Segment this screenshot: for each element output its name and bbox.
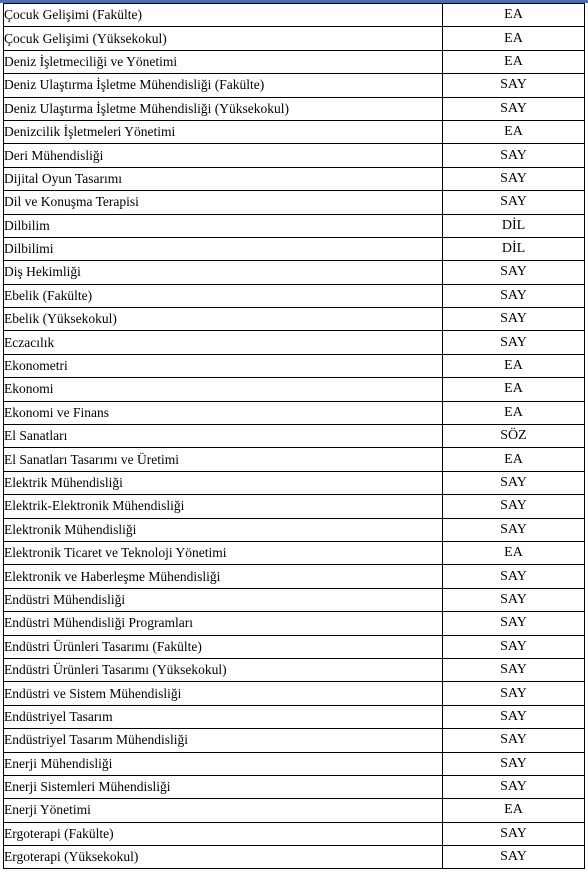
score-type-cell: SAY	[443, 635, 585, 658]
table-row	[4, 167, 585, 190]
score-type-cell: EA	[443, 378, 585, 401]
program-name-cell: Çocuk Gelişimi (Fakülte)	[4, 4, 443, 27]
table-row	[4, 565, 585, 588]
score-type-cell: EA	[443, 401, 585, 424]
score-type-cell: SAY	[443, 471, 585, 494]
table-row	[4, 214, 585, 237]
program-name-cell: Enerji Sistemleri Mühendisliği	[4, 775, 443, 798]
program-name-cell: Elektrik-Elektronik Mühendisliği	[4, 495, 443, 518]
program-name-cell: Endüstri Ürünleri Tasarımı (Fakülte)	[4, 635, 443, 658]
program-score-table	[3, 3, 585, 869]
score-type-cell: SÖZ	[443, 425, 585, 448]
table-row	[4, 822, 585, 845]
program-name-cell: Deniz Ulaştırma İşletme Mühendisliği (Fakülte)	[4, 74, 443, 97]
table-row	[4, 658, 585, 681]
table-row	[4, 331, 585, 354]
program-name-cell: Ebelik (Fakülte)	[4, 284, 443, 307]
table-row	[4, 4, 585, 27]
score-type-cell: SAY	[443, 167, 585, 190]
table-row	[4, 799, 585, 822]
table-row	[4, 541, 585, 564]
table-row	[4, 97, 585, 120]
score-type-cell: SAY	[443, 846, 585, 869]
score-type-cell: SAY	[443, 705, 585, 728]
score-type-cell: EA	[443, 448, 585, 471]
program-name-cell: Çocuk Gelişimi (Yüksekokul)	[4, 27, 443, 50]
program-name-cell: Ekonomi ve Finans	[4, 401, 443, 424]
table-row	[4, 50, 585, 73]
score-type-cell: SAY	[443, 822, 585, 845]
program-name-cell: Dilbilim	[4, 214, 443, 237]
program-name-cell: Dilbilimi	[4, 237, 443, 260]
table-row	[4, 635, 585, 658]
program-name-cell: Diş Hekimliği	[4, 261, 443, 284]
table-row	[4, 237, 585, 260]
score-type-cell: SAY	[443, 752, 585, 775]
table-row	[4, 284, 585, 307]
program-name-cell: Enerji Yönetimi	[4, 799, 443, 822]
score-type-cell: EA	[443, 354, 585, 377]
score-type-cell: EA	[443, 541, 585, 564]
table-row	[4, 495, 585, 518]
program-name-cell: Enerji Mühendisliği	[4, 752, 443, 775]
table-row	[4, 144, 585, 167]
program-name-cell: Ergoterapi (Yüksekokul)	[4, 846, 443, 869]
table-body	[4, 4, 585, 869]
table-row	[4, 308, 585, 331]
program-name-cell: Eczacılık	[4, 331, 443, 354]
score-type-cell: SAY	[443, 565, 585, 588]
program-name-cell: Elektronik Ticaret ve Teknoloji Yönetimi	[4, 541, 443, 564]
score-type-cell: SAY	[443, 588, 585, 611]
program-name-cell: Ekonometri	[4, 354, 443, 377]
score-type-cell: SAY	[443, 308, 585, 331]
score-type-cell: DİL	[443, 214, 585, 237]
score-type-cell: EA	[443, 27, 585, 50]
program-name-cell: Elektronik ve Haberleşme Mühendisliği	[4, 565, 443, 588]
score-type-cell: SAY	[443, 191, 585, 214]
score-type-cell: SAY	[443, 682, 585, 705]
table-row	[4, 752, 585, 775]
score-type-cell: SAY	[443, 775, 585, 798]
program-name-cell: Endüstri Ürünleri Tasarımı (Yüksekokul)	[4, 658, 443, 681]
score-type-cell: SAY	[443, 97, 585, 120]
score-type-cell: SAY	[443, 331, 585, 354]
table-row	[4, 448, 585, 471]
program-name-cell: Endüstriyel Tasarım	[4, 705, 443, 728]
table-row	[4, 401, 585, 424]
table-row	[4, 729, 585, 752]
score-type-cell: EA	[443, 4, 585, 27]
score-type-cell: SAY	[443, 518, 585, 541]
program-name-cell: Elektronik Mühendisliği	[4, 518, 443, 541]
score-type-cell: SAY	[443, 658, 585, 681]
program-name-cell: El Sanatları	[4, 425, 443, 448]
program-name-cell: Denizcilik İşletmeleri Yönetimi	[4, 120, 443, 143]
table-row	[4, 378, 585, 401]
program-name-cell: Elektrik Mühendisliği	[4, 471, 443, 494]
score-type-cell: SAY	[443, 729, 585, 752]
program-name-cell: Dijital Oyun Tasarımı	[4, 167, 443, 190]
table-row	[4, 682, 585, 705]
table-row	[4, 27, 585, 50]
table-row	[4, 518, 585, 541]
table-row	[4, 120, 585, 143]
program-name-cell: Deniz İşletmeciliği ve Yönetimi	[4, 50, 443, 73]
score-type-cell: SAY	[443, 284, 585, 307]
program-name-cell: Ebelik (Yüksekokul)	[4, 308, 443, 331]
program-name-cell: Deri Mühendisliği	[4, 144, 443, 167]
program-name-cell: Endüstri Mühendisliği Programları	[4, 612, 443, 635]
score-type-cell: SAY	[443, 261, 585, 284]
table-row	[4, 354, 585, 377]
score-type-cell: SAY	[443, 144, 585, 167]
table-row	[4, 261, 585, 284]
program-name-cell: Endüstri ve Sistem Mühendisliği	[4, 682, 443, 705]
table-row	[4, 705, 585, 728]
table-row	[4, 425, 585, 448]
table-row	[4, 588, 585, 611]
table-row	[4, 846, 585, 869]
program-name-cell: Endüstri Mühendisliği	[4, 588, 443, 611]
score-type-cell: SAY	[443, 495, 585, 518]
score-type-cell: EA	[443, 799, 585, 822]
score-type-cell: SAY	[443, 612, 585, 635]
score-type-cell: EA	[443, 120, 585, 143]
program-name-cell: Deniz Ulaştırma İşletme Mühendisliği (Yüksekokul)	[4, 97, 443, 120]
program-name-cell: Dil ve Konuşma Terapisi	[4, 191, 443, 214]
program-name-cell: El Sanatları Tasarımı ve Üretimi	[4, 448, 443, 471]
program-name-cell: Ergoterapi (Fakülte)	[4, 822, 443, 845]
table-row	[4, 74, 585, 97]
table-row	[4, 471, 585, 494]
score-type-cell: EA	[443, 50, 585, 73]
table-row	[4, 612, 585, 635]
program-name-cell: Endüstriyel Tasarım Mühendisliği	[4, 729, 443, 752]
table-row	[4, 775, 585, 798]
score-type-cell: SAY	[443, 74, 585, 97]
program-name-cell: Ekonomi	[4, 378, 443, 401]
table-row	[4, 191, 585, 214]
score-type-cell: DİL	[443, 237, 585, 260]
